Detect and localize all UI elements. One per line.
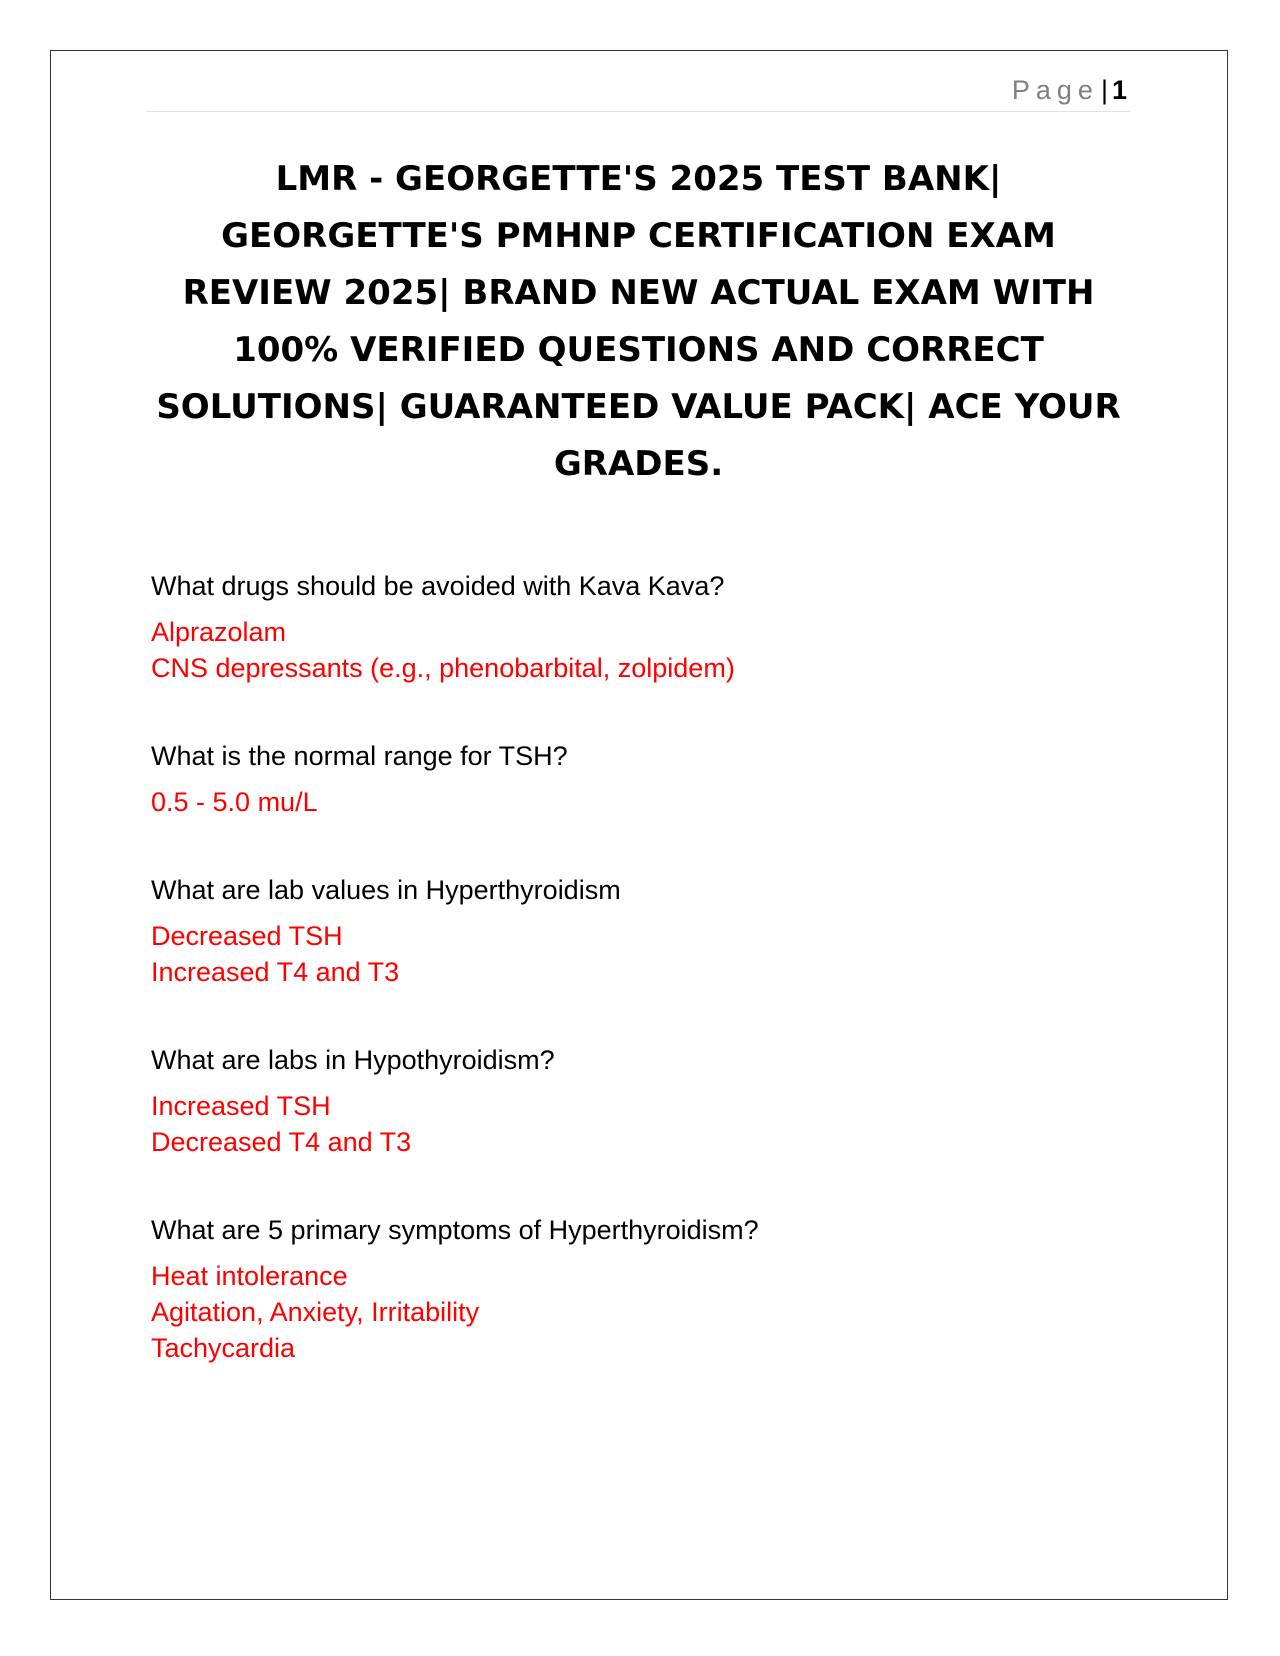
question-text: What are lab values in Hyperthyroidism (151, 875, 621, 905)
document-page (50, 50, 1228, 1600)
qa-item (151, 1042, 1131, 1160)
question-text: What drugs should be avoided with Kava Kava? (151, 571, 725, 601)
qa-item (151, 872, 1131, 990)
answer-line: Increased TSH (151, 1091, 331, 1121)
qa-item (151, 1212, 1131, 1366)
page-number: 1 (1111, 75, 1127, 105)
answer-line: 0.5 - 5.0 mu/L (151, 787, 318, 817)
answer-line: Agitation, Anxiety, Irritability (151, 1297, 480, 1327)
answer-line: CNS depressants (e.g., phenobarbital, zolpidem) (151, 653, 735, 683)
answer-line: Alprazolam (151, 617, 287, 647)
question-text: What is the normal range for TSH? (151, 741, 568, 771)
document-title: LMR - GEORGETTE'S 2025 TEST BANK| GEORGETTE'S PMHNP CERTIFICATION EXAM REVIEW 2025| BRAND NEW ACTUAL EXAM WITH 100% VERIFIED QUESTIONS AND CORRECT SOLUTIONS| GUARANTEED VALUE PACK| ACE YOUR GRADES. (156, 159, 1121, 484)
answer-line: Decreased TSH (151, 921, 343, 951)
answer-line: Heat intolerance (151, 1261, 348, 1291)
page-label: Page (1011, 75, 1099, 105)
answer-line: Increased T4 and T3 (151, 957, 400, 987)
qa-item (151, 738, 1131, 820)
answer-line: Tachycardia (151, 1333, 296, 1363)
answer-line: Decreased T4 and T3 (151, 1127, 412, 1157)
qa-list (151, 568, 1131, 1418)
question-text: What are 5 primary symptoms of Hyperthyroidism? (151, 1215, 759, 1245)
page-header (146, 73, 1131, 112)
page-separator: | (1100, 75, 1108, 105)
question-text: What are labs in Hypothyroidism? (151, 1045, 555, 1075)
qa-item (151, 568, 1131, 686)
